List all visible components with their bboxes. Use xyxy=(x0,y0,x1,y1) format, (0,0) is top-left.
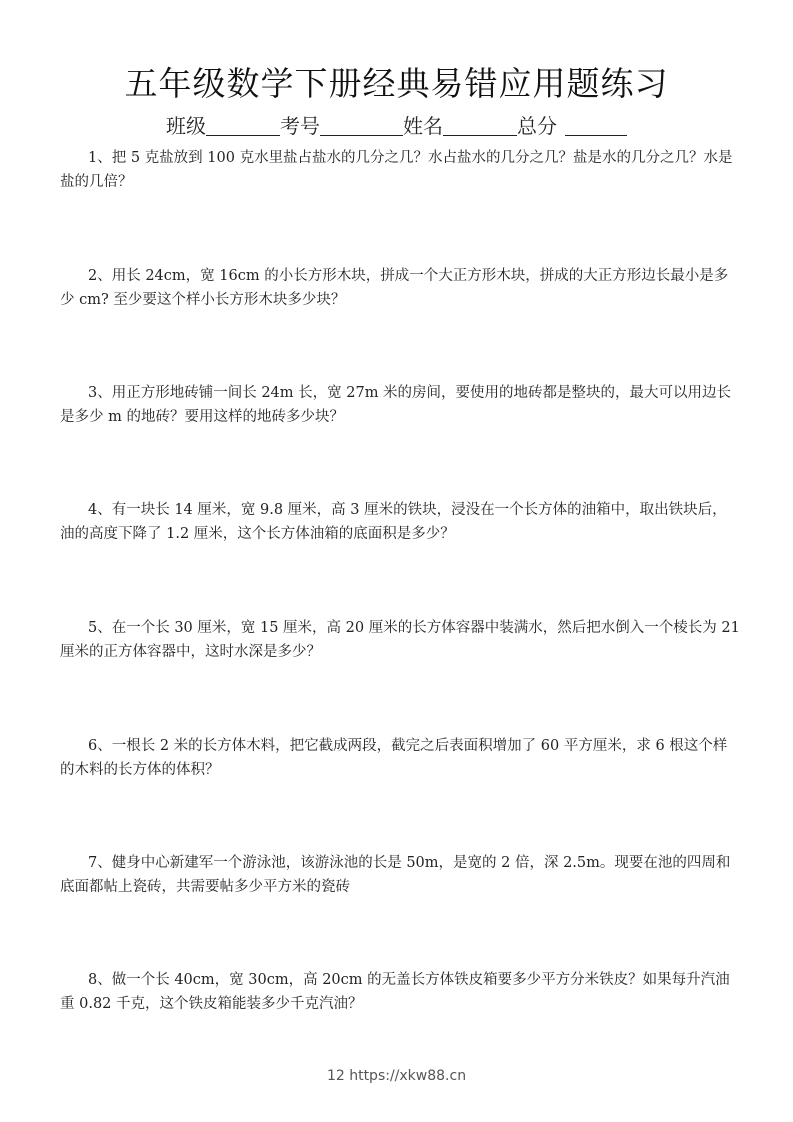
question-6: 6、一根长 2 米的长方体木料，把它截成两段，截完之后表面积增加了 60 平方厘米，求 6 根这个样的木料的长方体的体积？ xyxy=(60,738,728,778)
total-score-blank xyxy=(565,113,627,136)
class-label: 班级 xyxy=(166,114,206,138)
total-score-label: 总分 xyxy=(517,114,557,138)
exam-number-label: 考号 xyxy=(280,114,320,138)
name-blank xyxy=(443,113,517,136)
question-3: 3、用正方形地砖铺一间长 24m 长，宽 27m 米的房间，要使用的地砖都是整块的，最大可以用边长是多少 m 的地砖？要用这样的地砖多少块？ xyxy=(60,385,732,425)
student-info-row xyxy=(0,113,793,139)
total-score-field xyxy=(517,113,627,139)
question-4: 4、有一块长 14 厘米，宽 9.8 厘米，高 3 厘米的铁块，浸没在一个长方体的油箱中，取出铁块后，油的高度下降了 1.2 厘米，这个长方体油箱的底面积是多少？ xyxy=(60,502,727,542)
class-field xyxy=(166,113,280,139)
exam-number-field xyxy=(280,113,403,139)
question-7: 7、健身中心新建军一个游泳池，该游泳池的长是 50m，是宽的 2 倍，深 2.5m。现要在池的四周和底面都帖上瓷砖，共需要帖多少平方米的瓷砖 xyxy=(60,855,731,895)
name-label: 姓名 xyxy=(403,114,443,138)
page-title: 五年级数学下册经典易错应用题练习 xyxy=(124,64,669,103)
question-8: 8、做一个长 40cm，宽 30cm，高 20cm 的无盖长方体铁皮箱要多少平方分米铁皮？如果每升汽油重 0.82 千克，这个铁皮箱能装多少千克汽油？ xyxy=(60,972,730,1012)
exam-number-blank xyxy=(320,113,403,136)
question-1: 1、把 5 克盐放到 100 克水里盐占盐水的几分之几？水占盐水的几分之几？盐是水的几分之几？水是盐的几倍？ xyxy=(60,150,733,190)
question-5: 5、在一个长 30 厘米，宽 15 厘米，高 20 厘米的长方体容器中装满水，然后把水倒入一个棱长为 21 厘米的正方体容器中，这时水深是多少？ xyxy=(60,620,740,660)
class-blank xyxy=(206,113,280,136)
question-2: 2、用长 24cm，宽 16cm 的小长方形木块，拼成一个大正方形木块，拼成的大正方形边长最小是多少 cm? 至少要这个样小长方形木块多少块？ xyxy=(60,268,729,308)
name-field xyxy=(403,113,517,139)
page-footer: 12 https://xkw88.cn xyxy=(326,1068,467,1084)
